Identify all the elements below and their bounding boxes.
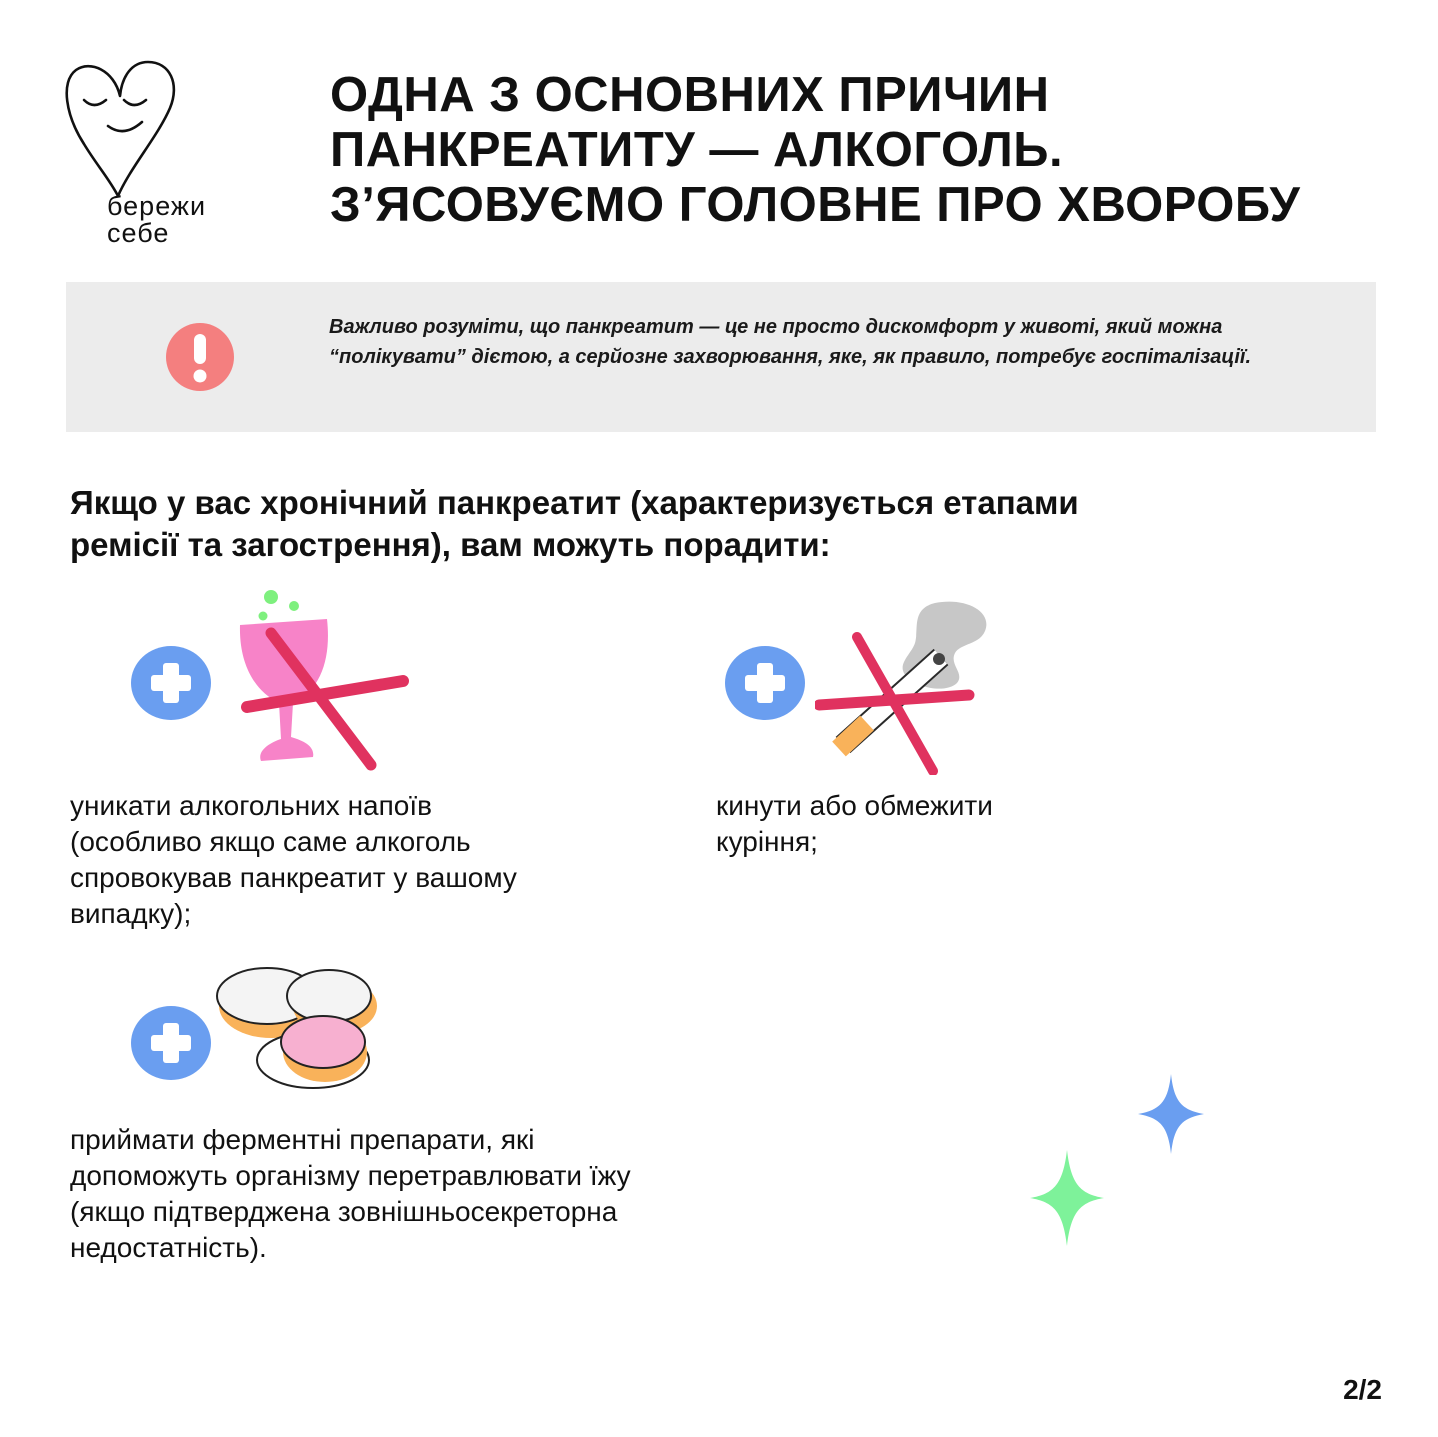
advice-enzymes-line-4: недостатність). bbox=[70, 1232, 267, 1263]
heart-smile-icon bbox=[62, 56, 182, 201]
brand-logo bbox=[62, 56, 242, 256]
logo-text bbox=[107, 193, 206, 247]
plus-icon bbox=[130, 645, 212, 721]
page-title bbox=[330, 68, 1390, 233]
section-heading-line-2: ремісії та загострення), вам можуть порадити: bbox=[70, 526, 831, 563]
advice-smoking-line-2: куріння; bbox=[716, 826, 818, 857]
logo-line-2: себе bbox=[107, 218, 170, 248]
title-line-3: З’ЯСОВУЄМО ГОЛОВНЕ ПРО ХВОРОБУ bbox=[330, 178, 1301, 232]
notice-panel bbox=[66, 282, 1376, 432]
plus-icon bbox=[130, 1005, 212, 1081]
advice-smoking-line-1: кинути або обмежити bbox=[716, 790, 993, 821]
exclamation-icon bbox=[164, 320, 236, 394]
advice-alcohol-line-2: (особливо якщо саме алкоголь bbox=[70, 826, 471, 857]
plus-icon bbox=[724, 645, 806, 721]
sparkle-blue-icon bbox=[1138, 1074, 1204, 1154]
crossed-cigarette-icon bbox=[815, 595, 995, 775]
advice-alcohol-line-4: випадку); bbox=[70, 898, 192, 929]
section-heading-line-1: Якщо у вас хронічний панкреатит (характеризується етапами bbox=[70, 484, 1079, 521]
advice-alcohol-line-1: уникати алкогольних напоїв bbox=[70, 790, 433, 821]
advice-enzymes-line-3: (якщо підтверджена зовнішньосекреторна bbox=[70, 1196, 618, 1227]
advice-enzymes-line-1: приймати ферментні препарати, які bbox=[70, 1124, 535, 1155]
crossed-wine-glass-icon bbox=[235, 585, 410, 775]
title-line-1: ОДНА З ОСНОВНИХ ПРИЧИН bbox=[330, 68, 1050, 122]
pills-icon bbox=[215, 962, 380, 1092]
section-heading bbox=[70, 482, 1300, 566]
advice-smoking-text bbox=[716, 788, 993, 860]
page-number: 2/2 bbox=[1343, 1374, 1382, 1405]
advice-enzymes-line-2: допоможуть організму перетравлювати їжу bbox=[70, 1160, 631, 1191]
advice-alcohol-line-3: спровокував панкреатит у вашому bbox=[70, 862, 517, 893]
title-line-2: ПАНКРЕАТИТУ — АЛКОГОЛЬ. bbox=[330, 123, 1064, 177]
notice-text: Важливо розуміти, що панкреатит — це не просто дискомфорт у животі, який можна “полікувати” дієтою, а серйозне захворювання, яке, як правило, потребує госпіталізації. bbox=[329, 316, 1252, 368]
advice-enzymes-text bbox=[70, 1122, 631, 1266]
advice-alcohol-text bbox=[70, 788, 517, 932]
sparkle-green-icon bbox=[1030, 1150, 1104, 1246]
logo-line-1: бережи bbox=[107, 191, 207, 221]
